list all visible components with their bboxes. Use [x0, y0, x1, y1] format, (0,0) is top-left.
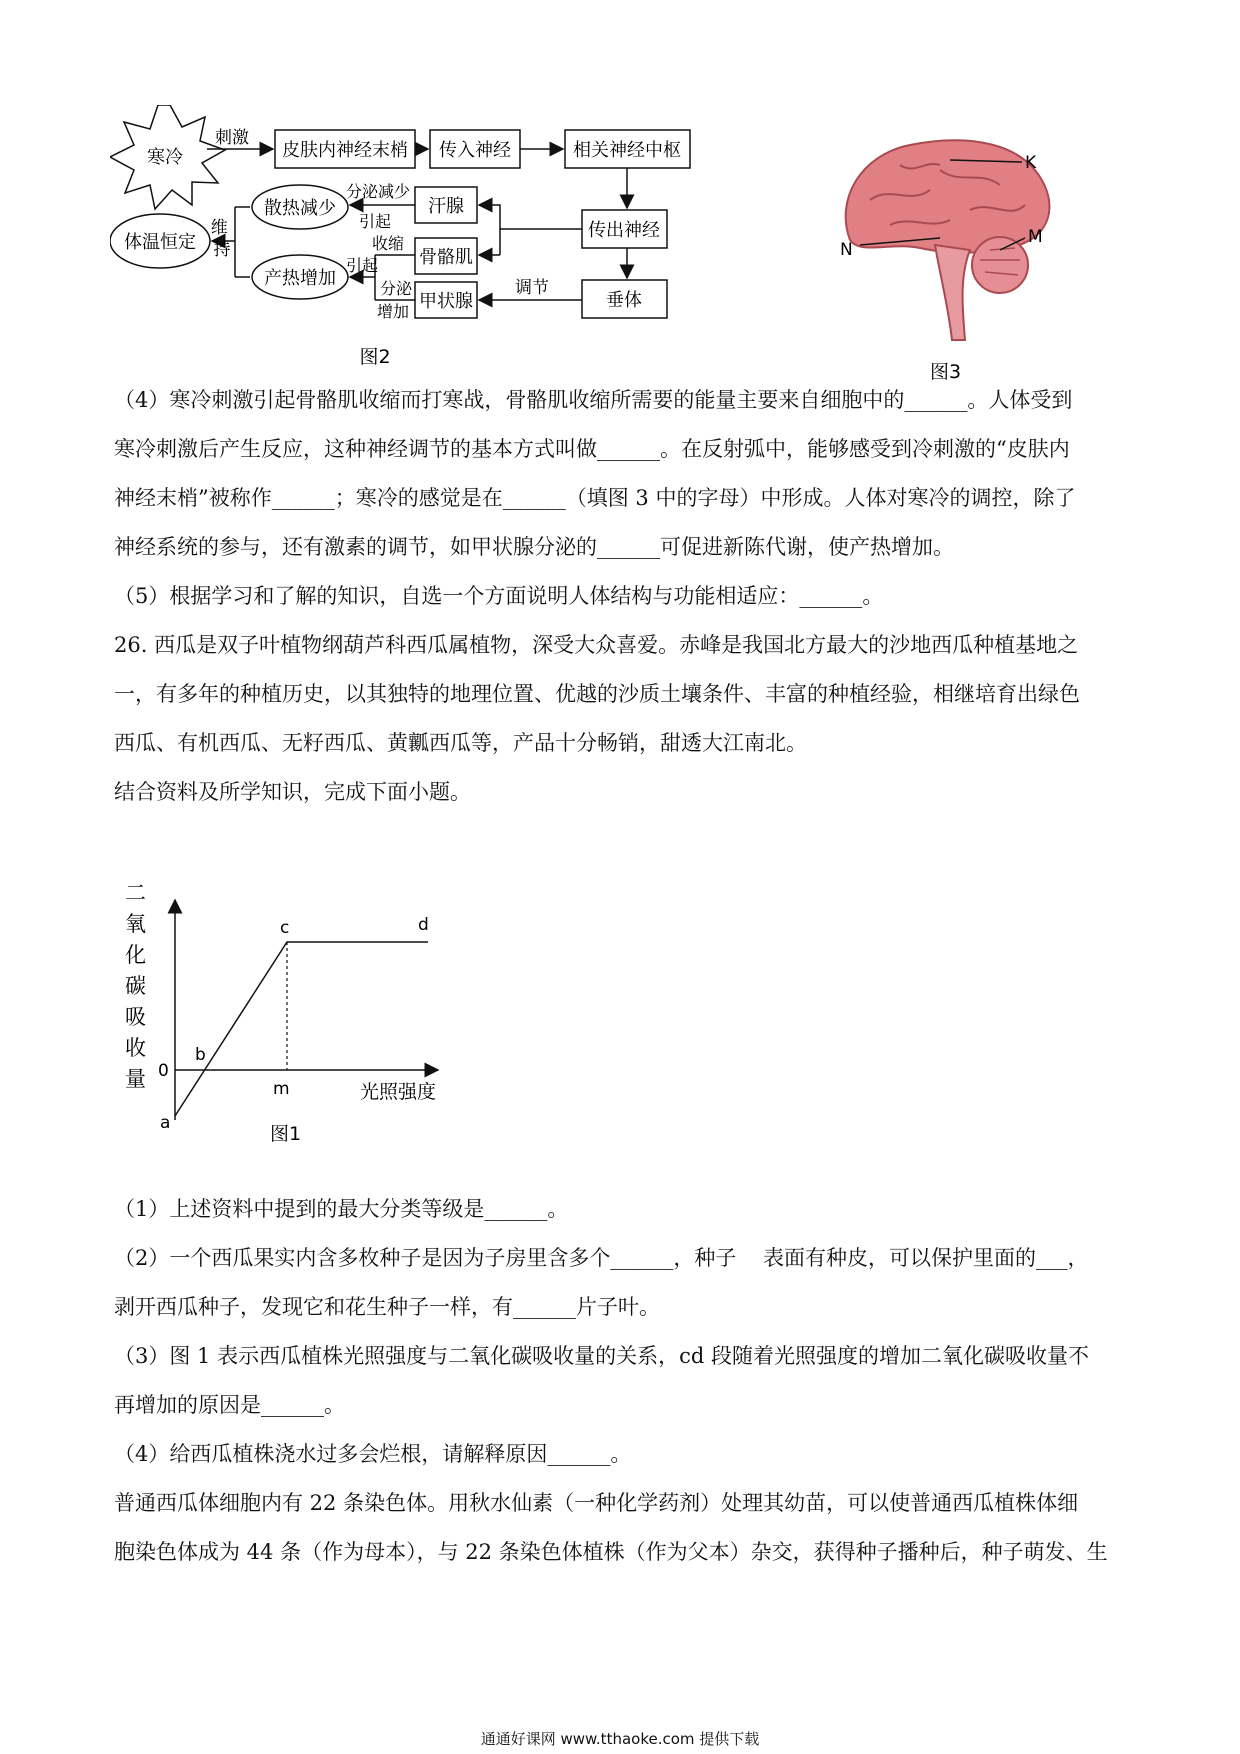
node-heat-loss: 散热减少	[264, 198, 336, 219]
q26-s3-line2: 再增加的原因是______。	[114, 1393, 345, 1417]
ylabel-char: 吸	[125, 1005, 146, 1029]
node-skin: 皮肤内神经末梢	[282, 140, 408, 161]
origin-label: 0	[158, 1061, 169, 1081]
figure-3-caption: 图3	[930, 361, 962, 383]
label-cause2: 引起	[345, 256, 379, 275]
label-stimulate: 刺激	[215, 128, 249, 148]
point-d: d	[418, 915, 429, 935]
q26-s1: （1）上述资料中提到的最大分类等级是______。	[114, 1197, 569, 1221]
figure-1-caption: 图1	[270, 1123, 302, 1145]
genetics-line1: 普通西瓜体细胞内有 22 条染色体。用秋水仙素（一种化学药剂）处理其幼苗，可以使普通西瓜植株体细	[114, 1491, 1079, 1515]
figure-2-caption: 图2	[359, 346, 391, 368]
node-afferent: 传入神经	[439, 140, 511, 161]
node-sweat: 汗腺	[428, 196, 464, 217]
node-muscle: 骨骼肌	[419, 247, 473, 268]
point-c: c	[280, 918, 290, 938]
node-pituitary: 垂体	[606, 290, 642, 311]
x-axis-label: 光照强度	[360, 1081, 437, 1103]
node-cold: 寒冷	[147, 147, 183, 168]
label-secrete-less: 分泌减少	[345, 182, 411, 201]
figure-3-brain	[830, 130, 1120, 390]
ylabel-char: 量	[125, 1067, 146, 1091]
q25-4-line4: 神经系统的参与，还有激素的调节，如甲状腺分泌的______可促进新陈代谢，使产热增加。	[114, 535, 954, 559]
node-efferent: 传出神经	[588, 220, 660, 241]
point-a: a	[160, 1113, 171, 1133]
label-n: N	[840, 240, 853, 260]
label-k: K	[1025, 153, 1037, 173]
ylabel-char: 收	[125, 1036, 146, 1060]
ylabel-char: 碳	[125, 974, 146, 998]
q26-subquestions	[114, 1185, 1134, 1577]
label-cause1: 引起	[358, 212, 392, 231]
q25-4-line2: 寒冷刺激后产生反应，这种神经调节的基本方式叫做______。在反射弧中，能够感受到冷刺激的“皮肤内	[114, 437, 1070, 461]
cerebellum-shape	[972, 237, 1028, 293]
node-thyroid: 甲状腺	[419, 291, 473, 312]
q26-line2: 一，有多年的种植历史，以其独特的地理位置、优越的沙质土壤条件、丰富的种植经验，相继培育出绿色	[114, 682, 1080, 706]
ylabel-char: 二	[125, 881, 146, 905]
ylabel-char: 化	[125, 943, 146, 967]
genetics-line2: 胞染色体成为 44 条（作为母本），与 22 条染色体植株（作为父本）杂交，获得种子播种后，种子萌发、生	[114, 1540, 1108, 1564]
label-secrete: 分泌	[379, 279, 413, 298]
point-m: m	[273, 1079, 290, 1099]
q26-line3: 西瓜、有机西瓜、无籽西瓜、黄瓤西瓜等，产品十分畅销，甜透大江南北。	[114, 731, 807, 755]
label-maintain-2: 持	[213, 240, 231, 260]
q25-4	[114, 376, 1134, 817]
label-increase: 增加	[376, 302, 410, 321]
q26-s2-line1: （2）一个西瓜果实内含多枚种子是因为子房里含多个______，种子 表面有种皮，可以保护里面的___，	[114, 1246, 1089, 1270]
q26-s3-line1: （3）图 1 表示西瓜植株光照强度与二氧化碳吸收量的关系，cd 段随着光照强度的增加二氧化碳吸收量不	[114, 1344, 1089, 1368]
point-b: b	[195, 1045, 206, 1065]
node-constant: 体温恒定	[124, 232, 196, 253]
figure-2-diagram	[110, 105, 790, 405]
q26-line4: 结合资料及所学知识，完成下面小题。	[114, 780, 471, 804]
label-m: M	[1028, 227, 1043, 247]
y-axis-label	[125, 881, 146, 1091]
brainstem-shape	[935, 245, 970, 340]
label-maintain	[211, 218, 233, 260]
node-heat-gain: 产热增加	[264, 268, 336, 289]
q26-s4: （4）给西瓜植株浇水过多会烂根，请解释原因______。	[114, 1442, 632, 1466]
node-center: 相关神经中枢	[573, 140, 681, 161]
label-contract: 收缩	[371, 234, 405, 253]
page-footer: 通通好课网 www.tthaoke.com 提供下载	[480, 1730, 760, 1748]
q26-line1: 26. 西瓜是双子叶植物纲葫芦科西瓜属植物，深受大众喜爱。赤峰是我国北方最大的沙地西瓜种植基地之	[114, 633, 1079, 657]
q26-s2-line2: 剥开西瓜种子，发现它和花生种子一样，有______片子叶。	[114, 1295, 660, 1319]
label-maintain-1: 维	[210, 218, 228, 238]
label-regulate: 调节	[515, 278, 549, 298]
q25-4-line3: 神经末梢”被称作______；寒冷的感觉是在______（填图 3 中的字母）中形成。人体对寒冷的调控，除了	[114, 486, 1076, 510]
q25-4-line1: （4）寒冷刺激引起骨骼肌收缩而打寒战，骨骼肌收缩所需要的能量主要来自细胞中的______。人体受到	[114, 388, 1073, 412]
q25-5: （5）根据学习和了解的知识，自选一个方面说明人体结构与功能相适应：______。	[114, 584, 884, 608]
ylabel-char: 氧	[125, 912, 146, 936]
figure-1-graph	[120, 870, 520, 1170]
